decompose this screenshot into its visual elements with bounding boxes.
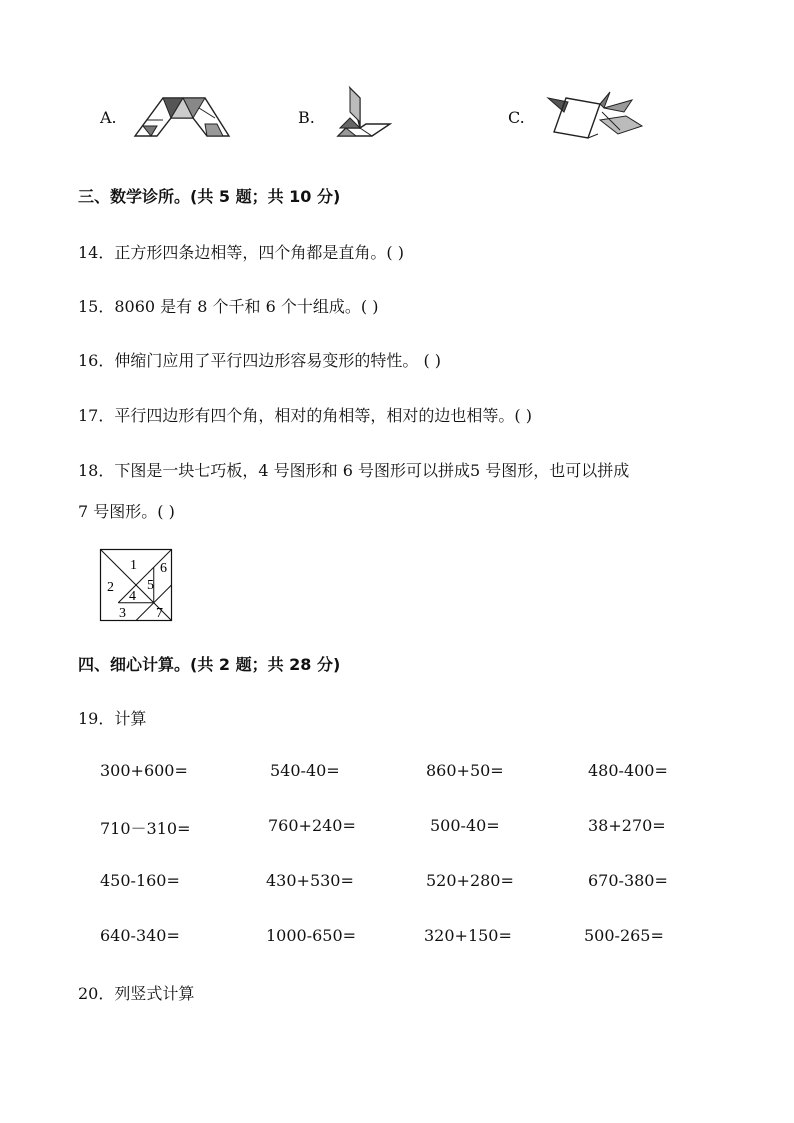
calc-item: 430+530= (266, 871, 354, 890)
calc-item: 670-380= (588, 871, 668, 890)
option-a-figure (135, 94, 231, 138)
option-a-label: A. (100, 108, 117, 127)
question-16: 16．伸缩门应用了平行四边形容易变形的特性。 ( ) (78, 351, 442, 370)
calc-item: 860+50= (426, 761, 504, 780)
section-4-title: 四、细心计算。(共 2 题；共 28 分) (78, 655, 341, 674)
tangram-label-6: 6 (160, 561, 167, 576)
question-18-line-1: 18．下图是一块七巧板，4 号图形和 6 号图形可以拼成5 号图形，也可以拼成 (78, 461, 630, 480)
tangram-label-4: 4 (129, 589, 136, 604)
question-18-line-2: 7 号图形。( ) (78, 502, 175, 521)
tangram-figure (100, 549, 172, 621)
calc-item: 640-340= (100, 926, 180, 945)
calc-item: 38+270= (588, 816, 666, 835)
calc-item: 710－310= (100, 819, 191, 838)
option-c-figure (548, 90, 644, 142)
option-c-label: C. (508, 108, 525, 127)
option-b-label: B. (298, 108, 315, 127)
question-19-title: 19．计算 (78, 709, 147, 728)
calc-item: 540-40= (270, 761, 340, 780)
question-14: 14．正方形四条边相等，四个角都是直角。( ) (78, 243, 404, 262)
calc-item: 300+600= (100, 761, 188, 780)
tangram-label-7: 7 (156, 606, 163, 621)
calc-item: 520+280= (426, 871, 514, 890)
calc-item: 760+240= (268, 816, 356, 835)
tangram-label-2: 2 (107, 580, 114, 595)
tangram-label-1: 1 (130, 558, 137, 573)
calc-item: 480-400= (588, 761, 668, 780)
question-15: 15．8060 是有 8 个千和 6 个十组成。( ) (78, 297, 379, 316)
tangram-label-3: 3 (119, 606, 126, 621)
question-17: 17．平行四边形有四个角，相对的角相等，相对的边也相等。( ) (78, 406, 532, 425)
calc-item: 500-40= (430, 816, 500, 835)
calc-item: 500-265= (584, 926, 664, 945)
tangram-label-5: 5 (147, 578, 154, 593)
calc-item: 450-160= (100, 871, 180, 890)
calc-item: 320+150= (424, 926, 512, 945)
calc-item: 1000-650= (266, 926, 357, 945)
question-20-title: 20．列竖式计算 (78, 984, 195, 1003)
section-3-title: 三、数学诊所。(共 5 题；共 10 分) (78, 187, 341, 206)
option-b-figure (336, 88, 392, 142)
